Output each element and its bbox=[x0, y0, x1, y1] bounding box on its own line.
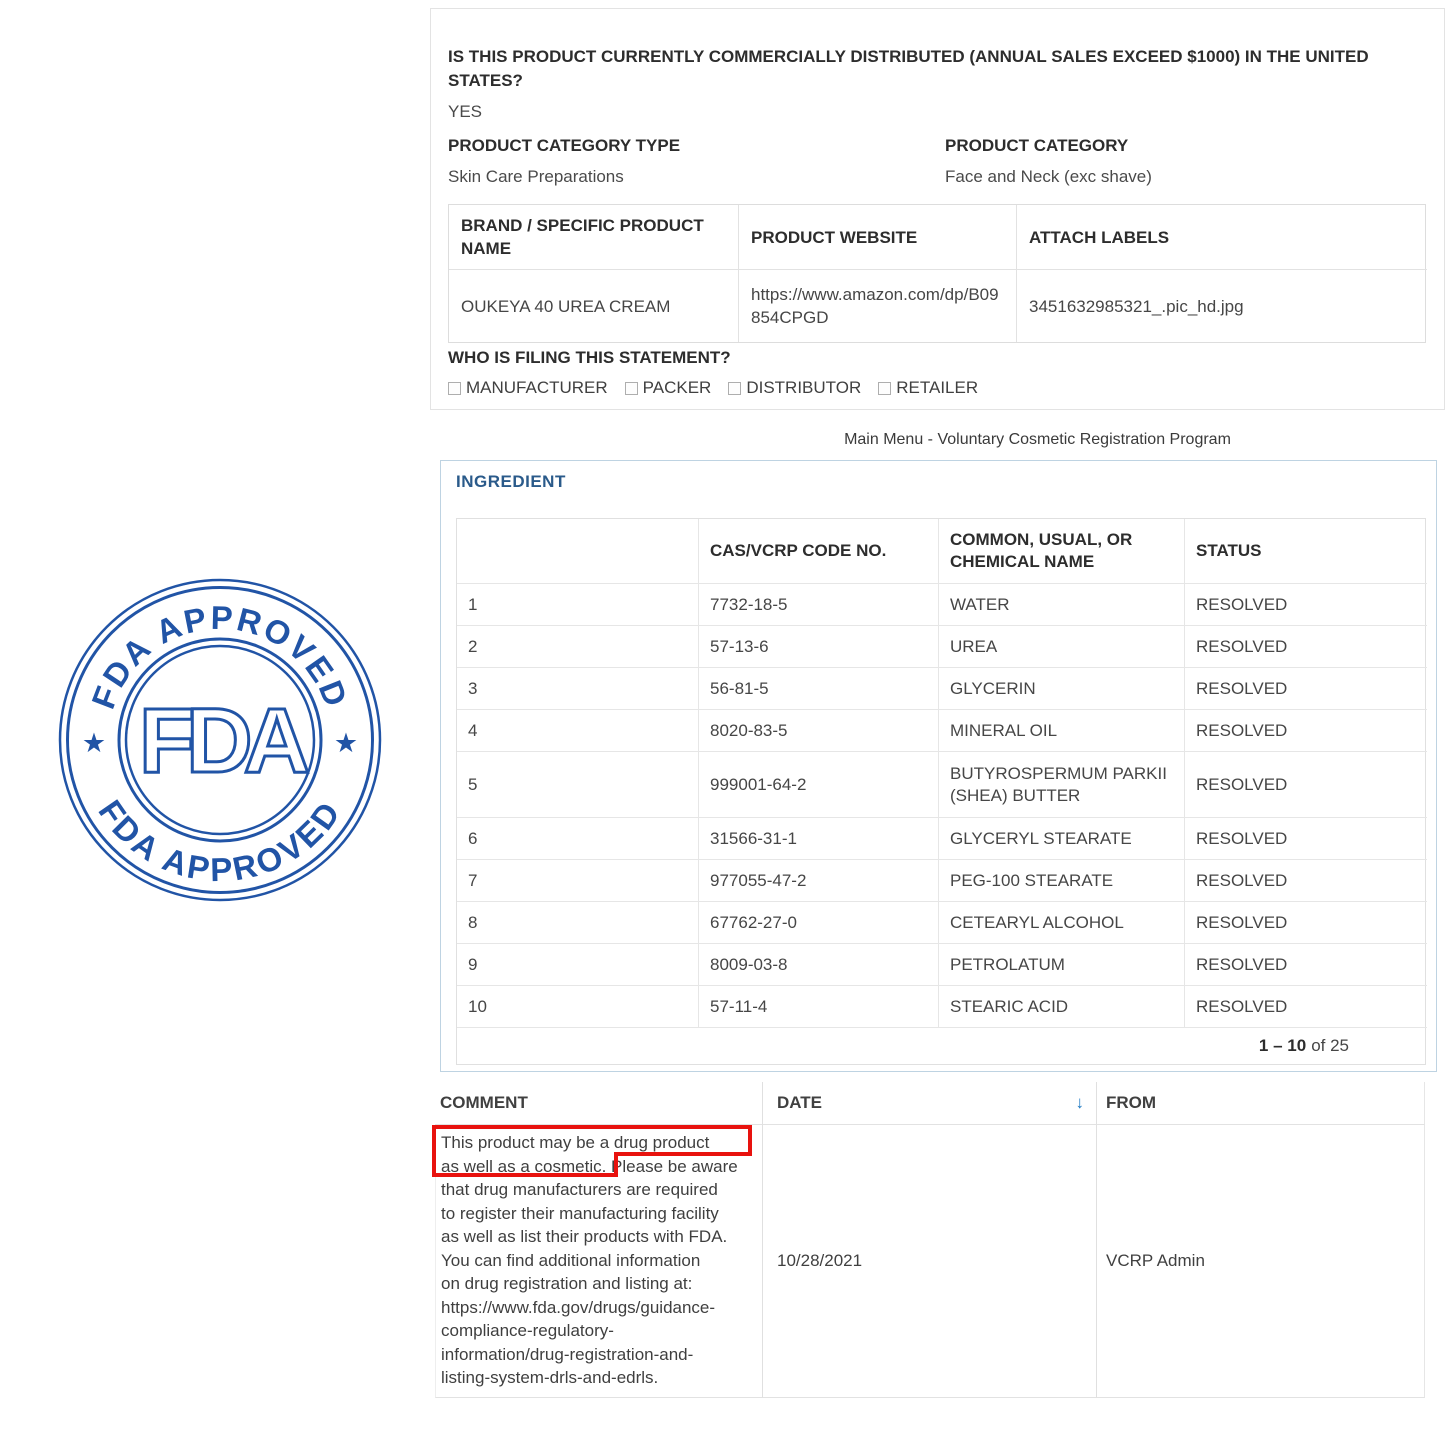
comment-column-header: COMMENT bbox=[435, 1082, 763, 1125]
chemical-name: MINERAL OIL bbox=[939, 710, 1185, 752]
comment-line: that drug manufacturers are required bbox=[441, 1180, 718, 1199]
row-number: 4 bbox=[457, 710, 699, 752]
status-value: RESOLVED bbox=[1185, 584, 1427, 626]
packer-label: PACKER bbox=[642, 378, 712, 397]
comment-from-cell: VCRP Admin bbox=[1097, 1125, 1425, 1398]
row-number: 1 bbox=[457, 584, 699, 626]
cas-code: 31566-31-1 bbox=[699, 818, 939, 860]
comment-line: information/drug-registration-and- bbox=[441, 1344, 694, 1364]
cas-code-column-header: CAS/VCRP CODE NO. bbox=[699, 519, 939, 584]
filer-question: WHO IS FILING THIS STATEMENT? bbox=[448, 348, 731, 367]
distributor-label: DISTRIBUTOR bbox=[746, 378, 862, 397]
pagination-total: of 25 bbox=[1311, 1036, 1349, 1055]
filer-option-manufacturer bbox=[448, 378, 608, 398]
status-value: RESOLVED bbox=[1185, 668, 1427, 710]
product-distribution-panel bbox=[430, 8, 1445, 410]
comments-table bbox=[435, 1082, 1425, 1398]
star-icon: ★ bbox=[81, 728, 107, 758]
brand-product-table bbox=[448, 204, 1426, 343]
cas-code: 7732-18-5 bbox=[699, 584, 939, 626]
chemical-name-column-header: COMMON, USUAL, OR CHEMICAL NAME bbox=[939, 519, 1185, 584]
status-value: RESOLVED bbox=[1185, 986, 1427, 1028]
status-value: RESOLVED bbox=[1185, 902, 1427, 944]
cas-code: 8020-83-5 bbox=[699, 710, 939, 752]
ingredient-index-column-header bbox=[457, 519, 699, 584]
cas-code: 57-11-4 bbox=[699, 986, 939, 1028]
chemical-name: STEARIC ACID bbox=[939, 986, 1185, 1028]
retailer-checkbox[interactable] bbox=[878, 382, 891, 395]
chemical-name: UREA bbox=[939, 626, 1185, 668]
cas-code: 8009-03-8 bbox=[699, 944, 939, 986]
pagination-range: 1 – 10 bbox=[1258, 1036, 1307, 1055]
stamp-arc-bottom-text: FDA APPROVED bbox=[91, 793, 349, 889]
cas-code: 999001-64-2 bbox=[699, 752, 939, 818]
attachment-link[interactable]: 3451632985321_.pic_hd.jpg bbox=[1029, 296, 1244, 316]
product-website-column-header: PRODUCT WEBSITE bbox=[739, 205, 1017, 270]
manufacturer-label: MANUFACTURER bbox=[466, 378, 608, 397]
product-category-type-label: PRODUCT CATEGORY TYPE bbox=[448, 136, 681, 155]
row-number: 7 bbox=[457, 860, 699, 902]
date-header-label: DATE bbox=[777, 1093, 823, 1112]
sort-descending-icon[interactable]: ↓ bbox=[1075, 1093, 1084, 1112]
cas-code: 57-13-6 bbox=[699, 626, 939, 668]
ingredient-table bbox=[456, 518, 1426, 1065]
manufacturer-checkbox[interactable] bbox=[448, 382, 461, 395]
chemical-name: PEG-100 STEARATE bbox=[939, 860, 1185, 902]
comment-line: as well as a cosmetic. Please be aware bbox=[441, 1156, 738, 1176]
date-column-header[interactable] bbox=[763, 1082, 1097, 1125]
brand-name-column-header: BRAND / SPECIFIC PRODUCT NAME bbox=[449, 205, 739, 270]
main-menu-caption: Main Menu - Voluntary Cosmetic Registration Program bbox=[844, 431, 1231, 448]
attach-labels-column-header: ATTACH LABELS bbox=[1017, 205, 1427, 270]
status-value: RESOLVED bbox=[1185, 626, 1427, 668]
star-icon: ★ bbox=[333, 728, 359, 758]
row-number: 6 bbox=[457, 818, 699, 860]
comment-line: compliance-regulatory- bbox=[441, 1321, 614, 1340]
row-number: 3 bbox=[457, 668, 699, 710]
status-value: RESOLVED bbox=[1185, 710, 1427, 752]
chemical-name: PETROLATUM bbox=[939, 944, 1185, 986]
chemical-name: GLYCERYL STEARATE bbox=[939, 818, 1185, 860]
chemical-name: BUTYROSPERMUM PARKII (SHEA) BUTTER bbox=[939, 752, 1185, 818]
product-website-cell: https://www.amazon.com/dp/B09854CPGD bbox=[739, 270, 1017, 342]
comment-line: listing-system-drls-and-edrls. bbox=[441, 1368, 659, 1387]
row-number: 9 bbox=[457, 944, 699, 986]
cas-code: 977055-47-2 bbox=[699, 860, 939, 902]
comment-cell bbox=[435, 1125, 763, 1398]
product-category-label: PRODUCT CATEGORY bbox=[945, 136, 1129, 155]
from-column-header: FROM bbox=[1097, 1082, 1425, 1125]
status-column-header: STATUS bbox=[1185, 519, 1427, 584]
distribution-question: IS THIS PRODUCT CURRENTLY COMMERCIALLY DISTRIBUTED (ANNUAL SALES EXCEED $1000) IN THE UNITED STATES? bbox=[448, 47, 1369, 90]
filer-option-distributor bbox=[728, 378, 861, 398]
filer-options-group bbox=[448, 378, 978, 398]
filer-option-retailer bbox=[878, 378, 978, 398]
product-category-value: Face and Neck (exc shave) bbox=[945, 167, 1152, 186]
row-number: 10 bbox=[457, 986, 699, 1028]
comment-line: https://www.fda.gov/drugs/guidance- bbox=[441, 1297, 716, 1317]
comment-date-cell: 10/28/2021 bbox=[763, 1125, 1097, 1398]
comment-line: on drug registration and listing at: bbox=[441, 1274, 693, 1293]
distribution-answer: YES bbox=[448, 102, 483, 121]
distributor-checkbox[interactable] bbox=[728, 382, 741, 395]
status-value: RESOLVED bbox=[1185, 818, 1427, 860]
row-number: 5 bbox=[457, 752, 699, 818]
retailer-label: RETAILER bbox=[896, 378, 979, 397]
row-number: 8 bbox=[457, 902, 699, 944]
ingredient-panel bbox=[440, 460, 1437, 1072]
comment-line: This product may be a drug product bbox=[441, 1133, 710, 1152]
product-category-type-value: Skin Care Preparations bbox=[448, 167, 624, 186]
chemical-name: CETEARYL ALCOHOL bbox=[939, 902, 1185, 944]
pagination bbox=[457, 1028, 1427, 1064]
status-value: RESOLVED bbox=[1185, 860, 1427, 902]
comment-line: to register their manufacturing facility bbox=[441, 1203, 719, 1223]
row-number: 2 bbox=[457, 626, 699, 668]
stamp-center-fda-logo: FDA bbox=[138, 690, 302, 792]
ingredient-panel-title: INGREDIENT bbox=[456, 472, 566, 491]
cas-code: 56-81-5 bbox=[699, 668, 939, 710]
chemical-name: WATER bbox=[939, 584, 1185, 626]
comment-line: You can find additional information bbox=[441, 1250, 701, 1270]
comment-line: as well as list their products with FDA. bbox=[441, 1227, 728, 1246]
packer-checkbox[interactable] bbox=[625, 382, 638, 395]
brand-name-cell: OUKEYA 40 UREA CREAM bbox=[449, 270, 739, 342]
cas-code: 67762-27-0 bbox=[699, 902, 939, 944]
status-value: RESOLVED bbox=[1185, 944, 1427, 986]
fda-approved-seal-graphic bbox=[55, 575, 385, 905]
filer-option-packer bbox=[625, 378, 712, 398]
stamp-arc-top-text: FDA APPROVED bbox=[84, 598, 356, 714]
chemical-name: GLYCERIN bbox=[939, 668, 1185, 710]
status-value: RESOLVED bbox=[1185, 752, 1427, 818]
fda-approved-stamp bbox=[55, 575, 385, 905]
